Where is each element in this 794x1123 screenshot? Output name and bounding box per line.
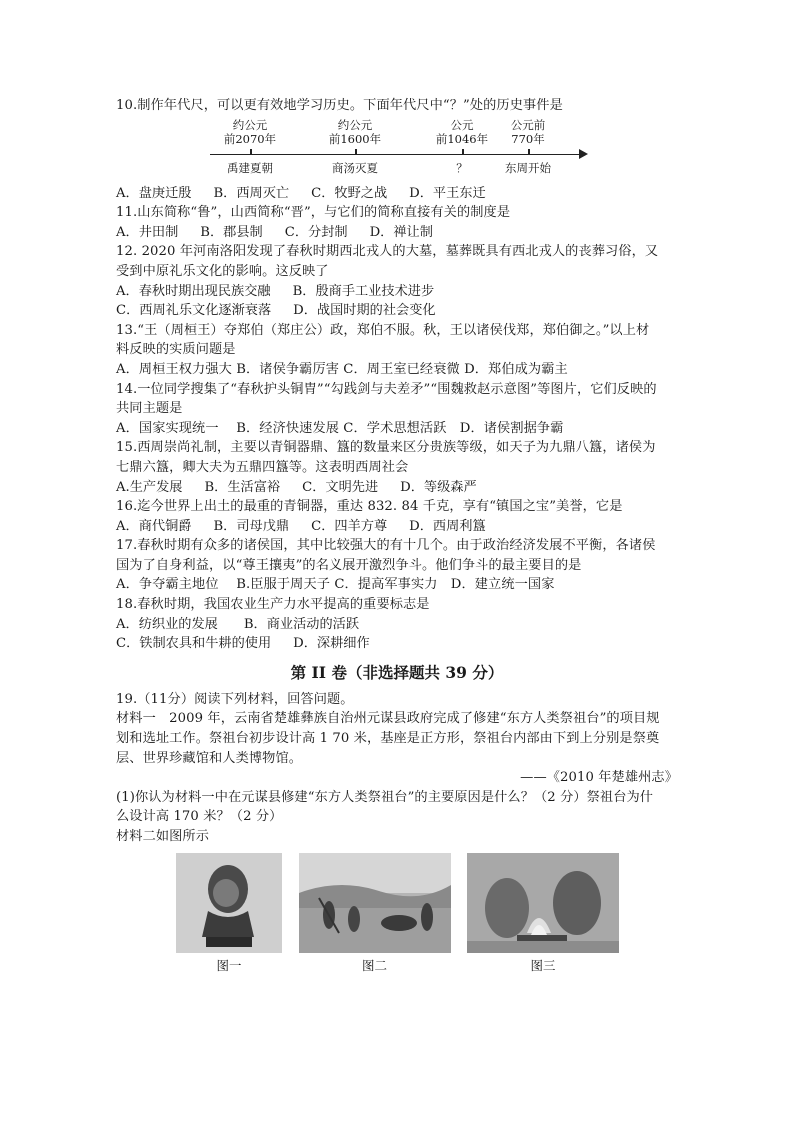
option-a: A．纺织业的发展 — [116, 616, 218, 632]
q19-stem: 19.（11分）阅读下列材料，回答问题。 — [116, 691, 354, 707]
option-c: C．铁制农具和牛耕的使用 — [116, 636, 272, 652]
figure-row — [176, 853, 619, 974]
q18-options-2 — [116, 634, 678, 654]
tl-tick — [355, 149, 357, 155]
q14-options: A．国家实现统一 B．经济快速发展 C．学术思想活跃 D．诸侯割据争霸 — [116, 420, 564, 436]
option-b: B．殷商手工业技术进步 — [292, 283, 435, 299]
material-1-line-3: 层、世界珍藏馆和人类博物馆。 — [116, 750, 303, 766]
q13-options: A．周桓王权力强大 B．诸侯争霸厉害 C．周王室已经衰微 D．郑伯成为霸主 — [116, 361, 568, 377]
option-a: A.生产发展 — [116, 479, 183, 495]
option-d: D．战国时期的社会变化 — [293, 303, 436, 319]
q19-sub1-line-1: (1)你认为材料一中在元谋县修建“东方人类祭祖台”的主要原因是什么？（2 分）祭祖台为什 — [116, 789, 654, 805]
tl-event-1: 禹建夏朝 — [227, 160, 273, 175]
tl-label-1: 约公元 前2070年 — [223, 117, 277, 146]
figure-1 — [176, 853, 282, 974]
tl-event-4: 东周开始 — [505, 160, 551, 175]
figure-3 — [467, 853, 619, 974]
option-d: D．西周利簋 — [409, 518, 486, 534]
option-d: D．深耕细作 — [293, 636, 370, 652]
material-1-line-2: 划和选址工作。祭祖台初步设计高 1 70 米，基座是正方形，祭祖台内部由下到上分别是祭奠 — [116, 731, 660, 747]
timeline-chart — [210, 118, 582, 180]
option-b: B．生活富裕 — [204, 479, 281, 495]
option-d: D．禅让制 — [369, 224, 433, 240]
option-c: C．牧野之战 — [311, 185, 388, 201]
q10-stem: 10.制作年代尺，可以更有效地学习历史。下面年代尺中“？”处的历史事件是 — [116, 98, 563, 113]
q10-options — [116, 184, 678, 204]
figure-2-caption: 图二 — [361, 957, 387, 973]
q17-stem-2: 国为了自身利益，以“尊王攘夷”的名义展开激烈争斗。他们争斗的最主要目的是 — [116, 557, 582, 573]
section-2-title: 第 II 卷（非选择题共 39 分） — [290, 662, 504, 682]
tl-event-3: ？ — [456, 160, 468, 175]
q17-stem-1: 17.春秋时期有众多的诸侯国，其中比较强大的有十几个。由于政治经济发展不平衡，各诸侯 — [116, 538, 656, 554]
figure-2 — [299, 853, 451, 974]
q12-options-2 — [116, 301, 678, 321]
q18-stem: 18.春秋时期，我国农业生产力水平提高的重要标志是 — [116, 597, 430, 613]
exam-page — [116, 96, 678, 974]
option-b: B．西周灭亡 — [213, 185, 290, 201]
material-1-line-1: 材料一 2009 年，云南省楚雄彝族自治州元谋县政府完成了修建“东方人类祭祖台”的项目规 — [116, 711, 660, 727]
q14-stem-2: 共同主题是 — [116, 401, 183, 417]
option-d: D．等级森严 — [400, 479, 477, 495]
timeline-arrow-icon — [579, 149, 588, 159]
material-2-label: 材料二如图所示 — [116, 829, 210, 844]
tl-tick — [462, 149, 464, 155]
q12-stem-2: 受到中原礼乐文化的影响。这反映了 — [116, 263, 329, 279]
option-d: D．平王东迁 — [409, 185, 486, 201]
option-a: A．井田制 — [116, 224, 179, 240]
option-c: C．文明先进 — [302, 479, 379, 495]
option-b: B．商业活动的活跃 — [243, 616, 360, 632]
q18-options-1 — [116, 615, 678, 635]
q12-options-1 — [116, 282, 678, 302]
option-b: B．司母戊鼎 — [213, 518, 290, 534]
option-c: C．分封制 — [284, 224, 348, 240]
q14-stem-1: 14.一位同学搜集了“春秋护头铜胄”“勾践剑与夫差矛”“围魏救赵示意图”等图片，它们反映的 — [116, 381, 657, 397]
tl-label-2: 约公元 前1600年 — [328, 117, 382, 146]
q12-stem-1: 12. 2020 年河南洛阳发现了春秋时期西北戎人的大墓，墓葬既具有西北戎人的丧葬习俗，又 — [116, 244, 659, 260]
q15-stem-2: 七鼎六簋，卿大夫为五鼎四簋等。这表明西周社会 — [116, 459, 409, 475]
figure-1-caption: 图一 — [216, 957, 242, 973]
tl-label-3: 公元 前1046年 — [435, 117, 489, 146]
q15-options — [116, 478, 678, 498]
material-1-source: ——《2010 年楚雄州志》 — [520, 770, 678, 786]
option-a: A．盘庚迁殷 — [116, 185, 192, 201]
q13-stem-2: 料反映的实质问题是 — [116, 342, 236, 358]
q13-stem-1: 13.“王（周桓王）夺郑伯（郑庄公）政，郑伯不服。秋，王以诸侯伐郑，郑伯御之。”以上材 — [116, 322, 650, 338]
tl-label-4: 公元前 770年 — [510, 117, 546, 146]
fire-scene-image — [467, 853, 619, 953]
q11-stem: 11.山东简称“鲁”，山西简称“晋”，与它们的简称直接有关的制度是 — [116, 205, 511, 221]
option-a: A．春秋时期出现民族交融 — [116, 283, 271, 299]
q17-options: A．争夺霸主地位 B.臣服于周天子 C．提高军事实力 D．建立统一国家 — [116, 577, 555, 593]
figure-3-caption: 图三 — [530, 957, 556, 973]
q19-sub1-line-2: 么设计高 170 米？（2 分） — [116, 809, 283, 825]
tl-tick — [250, 149, 252, 155]
option-b: B．郡县制 — [200, 224, 263, 240]
timeline-axis — [210, 154, 582, 156]
q11-options — [116, 223, 678, 243]
tl-event-2: 商汤灭夏 — [332, 160, 378, 175]
bust-image — [176, 853, 282, 953]
q15-stem-1: 15.西周崇尚礼制，主要以青铜器鼎、簋的数量来区分贵族等级，如天子为九鼎八簋，诸侯为 — [116, 440, 656, 456]
hunting-scene-image — [299, 853, 451, 953]
option-c: C．西周礼乐文化逐渐衰落 — [116, 303, 272, 319]
option-a: A．商代铜爵 — [116, 518, 192, 534]
q16-stem: 16.迄今世界上出土的最重的青铜器，重达 832. 84 千克，享有“镇国之宝”美誉，它是 — [116, 499, 623, 515]
tl-tick — [528, 149, 530, 155]
option-c: C．四羊方尊 — [311, 518, 388, 534]
q16-options — [116, 517, 678, 537]
